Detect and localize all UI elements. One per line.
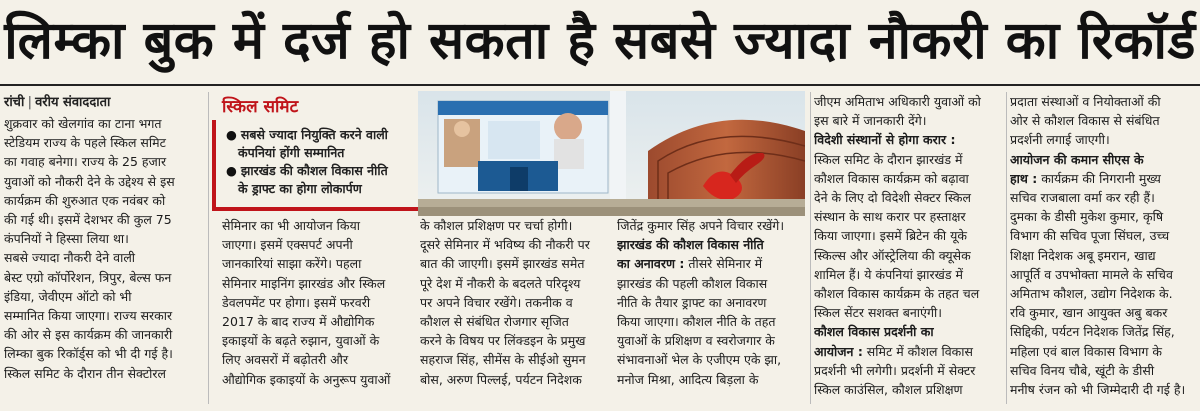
article-line: इंडिया, जेवीएम ऑटो को भी xyxy=(4,288,132,304)
article-line: कार्यक्रम की शुरुआत एक नवंबर को xyxy=(4,192,166,208)
article-line: जितेंद्र कुमार सिंह अपने विचार रखेंगे। xyxy=(617,218,785,233)
article-line: संभावनाओं भेल के एजीएम एके झा, xyxy=(617,352,782,368)
article-line: नीति के तैयार ड्राफ्ट का अनावरण xyxy=(617,294,767,310)
bullet-item-cont: कंपनियां होंगी सम्मानित xyxy=(238,145,345,160)
article-line: आपूर्ति व उपभोक्ता मामले के सचिव xyxy=(1010,266,1173,282)
article-line: बेस्ट एग्रो कॉर्पोरेशन, त्रिपुर, बेल्स फन xyxy=(4,269,172,285)
article-line: सबसे ज्यादा नौकरी देने वाली xyxy=(4,250,136,266)
article-line: कंपनियों ने हिस्सा लिया था। xyxy=(4,231,129,247)
box-bottom-rule xyxy=(212,207,418,211)
article-line: प्रदर्शनी भी लगेगी। प्रदर्शनी में सेक्टर xyxy=(814,362,976,378)
article-line: स्टेडियम राज्य के पहले स्किल समिट xyxy=(4,135,166,151)
article-line: का गवाह बनेगा। राज्य के 25 हजार xyxy=(4,154,167,170)
article-line: कौशल विकास कार्यक्रम को बढ़ावा xyxy=(814,170,969,186)
article-line: 2017 के बाद राज्य में औद्योगिक xyxy=(222,314,375,330)
article-line: संस्थान के साथ करार पर हस्ताक्षर xyxy=(814,209,966,225)
article-line: औद्योगिक इकाइयों के अनुरूप युवाओं xyxy=(222,371,391,387)
article-line: स्किल काउंसिल, कौशल प्रशिक्षण xyxy=(814,382,963,398)
article-line: करने के विषय पर लिंक्डइन के प्रमुख xyxy=(420,333,586,349)
byline-place: रांची xyxy=(4,95,25,110)
byline: रांची | वरीय संवाददाता xyxy=(4,95,111,110)
article-line: कौशल विकास प्रदर्शनी का xyxy=(814,324,934,340)
article-line: इकाइयों के बढ़ते रुझान, युवाओं के xyxy=(222,333,380,349)
article-line: प्रदर्शनी लगाई जाएगी। xyxy=(1010,132,1110,148)
article-line: पूरे देश में नौकरी के बदलते परिदृश्य xyxy=(420,275,581,291)
article-column-1 xyxy=(4,114,206,406)
article-line: सचिव राजबाला वर्मा कर रही हैं। xyxy=(1010,190,1155,206)
article-line: इस बारे में जानकारी देंगे। xyxy=(814,113,927,129)
article-line: देने के लिए दो विदेशी सेक्टर स्किल xyxy=(814,190,971,206)
byline-reporter: वरीय संवाददाता xyxy=(35,95,111,110)
article-line: स्किल्स और ऑस्ट्रेलिया की क्यूसेक xyxy=(814,247,971,263)
article-line: सेमिनार का भी आयोजन किया xyxy=(222,218,361,233)
article-line: विभाग की सचिव पूजा सिंघल, उच्च xyxy=(1010,228,1170,244)
column-divider xyxy=(208,92,209,404)
article-column-3 xyxy=(420,216,614,406)
article-line: किया जाएगा। कौशल नीति के तहत xyxy=(617,314,776,330)
article-column-2 xyxy=(222,216,418,406)
article-line: दुमका के डीसी मुकेश कुमार, कृषि xyxy=(1010,209,1164,225)
article-line: युवाओं के प्रशिक्षण व स्वरोजगार के xyxy=(617,333,775,349)
article-line: जानकारियां साझा करेंगे। पहला xyxy=(222,256,362,272)
column-divider xyxy=(1006,92,1007,404)
article-line: विदेशी संस्थानों से होगा करार : xyxy=(814,132,956,148)
highlight-box xyxy=(212,120,414,210)
article-line: की गई थी। इसमें देशभर की कुल 75 xyxy=(4,212,172,228)
article-line: की ओर से इस कार्यक्रम की जानकारी xyxy=(4,327,173,343)
article-line: शामिल हैं। ये कंपनियां झारखंड में xyxy=(814,266,963,282)
article-line: स्किल सेंटर सशक्त बनाएंगी। xyxy=(814,305,942,321)
article-line: जीएम अमिताभ अधिकारी युवाओं को xyxy=(814,94,981,109)
article-line: दूसरे सेमिनार में भविष्य की नौकरी पर xyxy=(420,237,590,253)
article-line: युवाओं को नौकरी देने के उद्देश्य से इस xyxy=(4,173,175,189)
article-line: झारखंड की पहली कौशल विकास xyxy=(617,275,768,291)
article-line: सेमिनार माइनिंग झारखंड और स्किल xyxy=(222,275,386,291)
article-line: का अनावरण : तीसरे सेमिनार में xyxy=(617,256,763,272)
article-line: स्किल समिट के दौरान तीन सेक्टोरल xyxy=(4,365,166,381)
article-line: किया जाएगा। इसमें ब्रिटेन की यूके xyxy=(814,228,967,244)
article-line: शुक्रवार को खेलगांव का टाना भगत xyxy=(4,116,162,131)
article-line: लिम्का बुक रिकॉर्ड्स को भी दी गई है। xyxy=(4,346,173,362)
box-title: स्किल समिट xyxy=(222,97,299,117)
article-column-4 xyxy=(617,216,809,406)
article-line: बोस, अरुण पिल्लई, पर्यटन निदेशक xyxy=(420,371,582,387)
article-line: अमिताभ कौशल, उद्योग निदेशक के. xyxy=(1010,286,1173,302)
article-line: मनीष रंजन को भी जिम्मेदारी दी गई है। xyxy=(1010,382,1186,398)
article-line: स्किल समिट के दौरान झारखंड में xyxy=(814,151,963,167)
article-line: सम्मानित किया जाएगा। राज्य सरकार xyxy=(4,308,173,324)
article-line: कौशल विकास कार्यक्रम के तहत चल xyxy=(814,286,980,302)
article-line: आयोजन की कमान सीएस के xyxy=(1010,151,1144,167)
headline-rule xyxy=(0,84,1200,86)
article-line: हाथ : कार्यक्रम की निगरानी मुख्य xyxy=(1010,170,1161,186)
article-line: डेवलपमेंट पर होगा। इसमें फरवरी xyxy=(222,294,371,310)
article-line: बात की जाएगी। इसमें झारखंड समेत xyxy=(420,256,585,272)
headline: लिम्का बुक में दर्ज हो सकता है सबसे ज्यादा नौकरी का रिकॉर्ड xyxy=(4,11,1196,71)
article-line: सिद्दिकी, पर्यटन निदेशक जितेंद्र सिंह, xyxy=(1010,324,1175,340)
article-line: लिए अवसरों में बढ़ोतरी और xyxy=(222,352,349,368)
article-line: आयोजन : समिट में कौशल विकास xyxy=(814,343,973,359)
bullet-item-cont: के ड्राफ्ट का होगा लोकार्पण xyxy=(238,181,362,196)
column-divider xyxy=(810,92,811,404)
article-line: झारखंड की कौशल विकास नीति xyxy=(617,237,764,253)
article-line: मनोज मिश्रा, आदित्य बिड़ला के xyxy=(617,371,759,387)
article-line: शिक्षा निदेशक अबू इमरान, खाद्य xyxy=(1010,247,1156,263)
article-column-6 xyxy=(1010,92,1200,406)
bullet-item: ● झारखंड की कौशल विकास नीति xyxy=(226,163,388,178)
article-line: पर अपने विचार रखेंगे। तकनीक व xyxy=(420,294,573,310)
venue-photo-svg xyxy=(418,91,805,216)
article-line: कौशल से संबंधित रोजगार सृजित xyxy=(420,314,569,330)
article-line: ओर से कौशल विकास से संबंधित xyxy=(1010,113,1160,129)
article-line: रवि कुमार, खान आयुक्त अबु बकर xyxy=(1010,305,1168,321)
article-column-5 xyxy=(814,92,1004,406)
article-line: सचिव विनय चौबे, खूंटी के डीसी xyxy=(1010,362,1155,378)
article-line: प्रदाता संस्थाओं व नियोक्ताओं की xyxy=(1010,94,1161,109)
skill-summit-venue-photo xyxy=(418,91,805,216)
bullet-item: ● सबसे ज्यादा नियुक्ति करने वाली xyxy=(226,127,388,142)
article-line: के कौशल प्रशिक्षण पर चर्चा होगी। xyxy=(420,218,573,233)
article-line: जाएगा। इसमें एक्सपर्ट अपनी xyxy=(222,237,353,253)
article-line: सहराज सिंह, सीमेंस के सीईओ सुमन xyxy=(420,352,586,368)
article-line: महिला एवं बाल विकास विभाग के xyxy=(1010,343,1162,359)
